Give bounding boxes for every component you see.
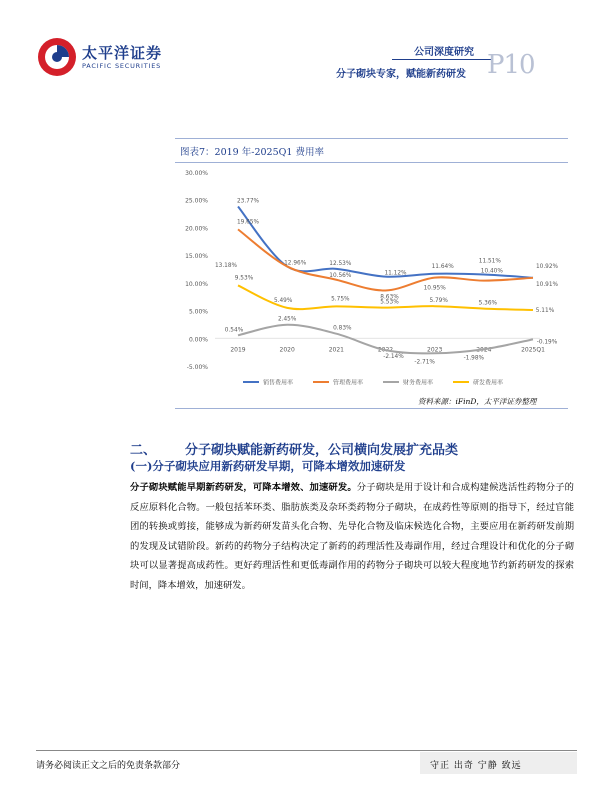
- data-label: -2.71%: [414, 359, 435, 366]
- subsection-title: (一)分子砌块应用新药研发早期，可降本增效加速研发: [130, 459, 406, 473]
- legend-entry: 财务费用率: [403, 379, 434, 387]
- data-label: -2.14%: [383, 354, 404, 361]
- data-label: 2.45%: [277, 316, 297, 323]
- data-label: 5.49%: [273, 297, 293, 304]
- data-label: 8.63%: [380, 294, 399, 301]
- data-label: 13.18%: [214, 263, 238, 270]
- footer-rule: [36, 750, 577, 751]
- x-tick-label: 2023: [427, 346, 443, 354]
- x-tick-label: 2019: [230, 346, 246, 354]
- section-number: 二、: [130, 443, 157, 458]
- series-line-0: [238, 207, 533, 278]
- logo-chinese-name: 太平洋证券: [82, 44, 163, 62]
- footer-disclaimer: 请务必阅读正文之后的免责条款部分: [36, 761, 181, 771]
- data-label: 10.95%: [423, 285, 446, 292]
- data-label: 5.75%: [331, 296, 350, 303]
- y-tick-label: 25.00%: [185, 197, 208, 205]
- company-logo: [36, 36, 186, 84]
- expense-ratio-chart: [175, 163, 568, 393]
- legend-entry: 销售费用率: [263, 379, 294, 387]
- body-text: 分子砌块是用于设计和合成构建候选活性药物分子的反应原料化合物。一般包括苯环类、脂肪族类及杂环类药物分子砌块，在成药性等原则的指导下，经过官能团的转换或剪接，能够成为新药研发苗头化合物、先导化合物及临床候选化合物，主要应用在新药研发前期的发现及试错阶段。新药的药物分子结构决定了新药的药理活性及毒副作用，经过合理设计和优化的分子砌块可以显著提高成药性。更好药理活性和更低毒副作用的药物分子砌块可以较大程度地节约新药研发的探索时间，降本增效，加速研发。: [130, 482, 574, 591]
- report-type: 公司深度研究: [414, 47, 474, 58]
- y-tick-label: 20.00%: [185, 225, 208, 233]
- data-label: 5.36%: [478, 300, 498, 307]
- data-label: 5.11%: [535, 307, 555, 314]
- report-title: 分子砌块专家，赋能新药研发: [336, 69, 466, 80]
- x-tick-label: 2024: [476, 346, 492, 354]
- data-label: 9.53%: [234, 275, 254, 282]
- y-tick-label: 0.00%: [188, 336, 208, 344]
- figure-bottom-rule: [175, 408, 568, 409]
- section-title: 分子砌块赋能新药研发，公司横向发展扩充品类: [185, 443, 459, 458]
- figure-source: 资料来源：iFinD，太平洋证券整理: [418, 397, 537, 406]
- data-label: 0.54%: [224, 327, 244, 334]
- figure-top-rule: [175, 138, 568, 139]
- footer-motto: 守正 出奇 宁静 致远: [430, 761, 522, 771]
- page-number: P10: [487, 50, 535, 80]
- body-paragraph: [130, 478, 574, 596]
- data-label: 23.77%: [236, 198, 260, 205]
- data-label: 19.65%: [236, 219, 260, 226]
- x-tick-label: 2022: [377, 346, 394, 354]
- data-label: 5.79%: [429, 298, 448, 305]
- data-label: 10.40%: [480, 268, 503, 275]
- x-tick-label: 2025Q1: [521, 346, 545, 354]
- header-divider: [392, 59, 492, 60]
- lead-sentence: 分子砌块赋能早期新药研发，可降本增效、加速研发。: [130, 482, 357, 493]
- legend-entry: 管理费用率: [333, 379, 364, 387]
- data-label: 12.96%: [284, 260, 307, 267]
- data-label: -1.98%: [463, 355, 485, 362]
- data-label: 10.92%: [535, 263, 559, 270]
- data-label: 12.53%: [329, 260, 352, 267]
- data-label: 5.53%: [380, 299, 399, 306]
- data-label: 10.56%: [329, 272, 352, 279]
- y-tick-label: 15.00%: [185, 253, 208, 261]
- data-label: 10.91%: [535, 281, 559, 288]
- y-tick-label: 5.00%: [188, 308, 208, 316]
- pacific-securities-logo-icon: [36, 36, 78, 78]
- x-tick-label: 2021: [328, 346, 344, 354]
- data-label: 0.83%: [333, 325, 352, 332]
- y-tick-label: 10.00%: [185, 280, 208, 288]
- logo-english-name: PACIFIC SECURITIES: [82, 62, 162, 70]
- data-label: 11.64%: [431, 263, 454, 270]
- legend-entry: 研发费用率: [473, 379, 504, 387]
- data-label: -0.19%: [536, 339, 558, 346]
- y-tick-label: -5.00%: [186, 364, 208, 371]
- x-tick-label: 2020: [279, 346, 295, 354]
- data-label: 11.12%: [384, 270, 407, 277]
- y-tick-label: 30.00%: [185, 170, 208, 177]
- figure-caption: 图表7：2019 年-2025Q1 费用率: [180, 147, 324, 158]
- data-label: 11.51%: [478, 258, 501, 265]
